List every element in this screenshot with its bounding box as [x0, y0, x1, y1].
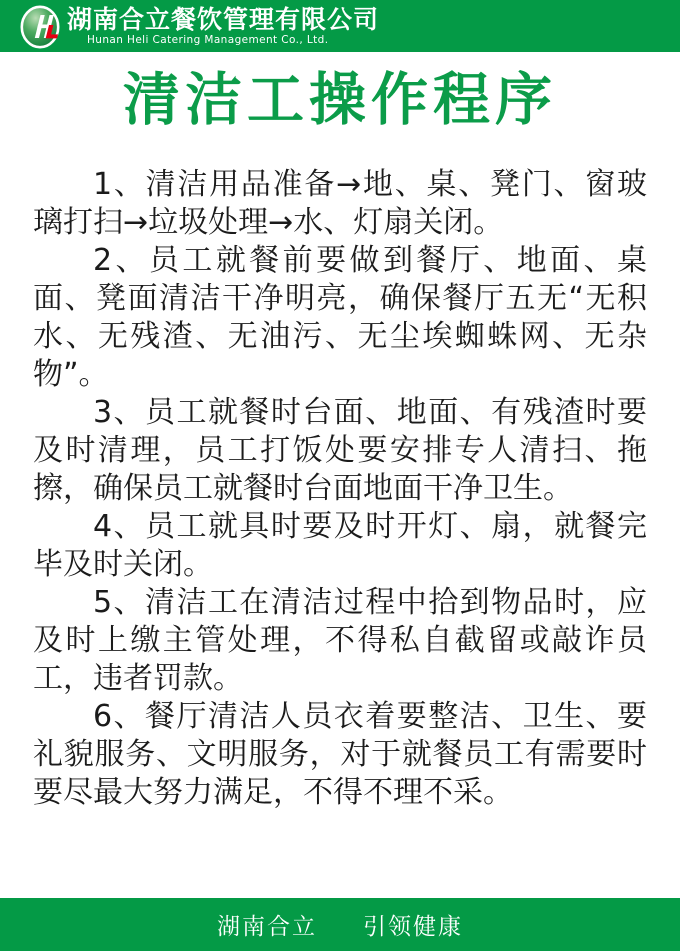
footer-slogan-brand: 湖南合立: [217, 914, 317, 940]
procedure-item-4: 4、员工就具时要及时开灯、扇，就餐完毕及时关闭。: [33, 509, 647, 582]
procedure-item-3: 3、员工就餐时台面、地面、有残渣时要及时清理，员工打饭处要安排专人清扫、拖擦，确保员工就餐时台面地面干净卫生。: [33, 395, 647, 506]
procedure-item-2: 2、员工就餐前要做到餐厅、地面、桌面、凳面清洁干净明亮，确保餐厅五无“无积水、无残渣、无油污、无尘埃蜘蛛网、无杂物”。: [33, 243, 647, 392]
procedure-item-1: 1、清洁用品准备→地、桌、凳门、窗玻璃打扫→垃圾处理→水、灯扇关闭。: [33, 167, 647, 240]
procedure-item-6: 6、餐厅清洁人员衣着要整洁、卫生、要礼貌服务、文明服务，对于就餐员工有需要时要尽最大努力满足，不得不理不采。: [33, 699, 647, 810]
company-name-cn: 湖南合立餐饮管理有限公司: [67, 4, 380, 34]
header-bar: [0, 0, 680, 52]
procedure-list: [0, 166, 680, 812]
footer-slogan-tagline: 引领健康: [363, 914, 463, 940]
footer-bar: [0, 898, 680, 951]
company-logo-icon: [20, 5, 60, 49]
page-title: 清洁工操作程序: [123, 67, 557, 133]
procedure-item-5: 5、清洁工在清洁过程中拾到物品时，应及时上缴主管处理，不得私自截留或敲诈员工，违者罚款。: [33, 585, 647, 696]
company-name-block: [67, 4, 380, 46]
company-name-en: Hunan Heli Catering Management Co., Ltd.: [87, 33, 329, 46]
